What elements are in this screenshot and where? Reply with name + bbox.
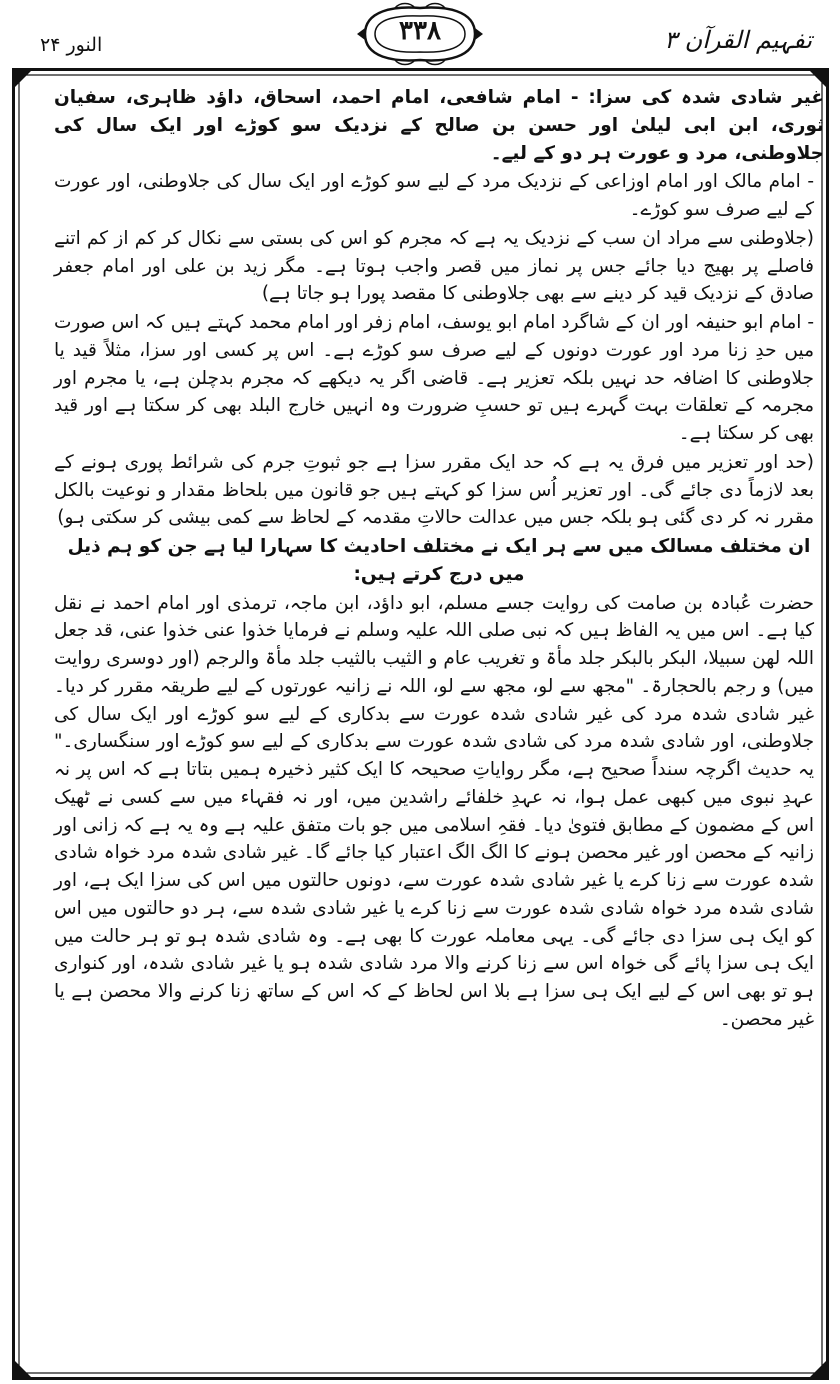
paragraph-hanafi-view: - امام ابو حنیفہ اور ان کے شاگرد امام ابو یوسف، امام زفر اور امام محمد کہتے ہیں کہ اس صورت میں حدِ زنا مرد اور عورت دونوں کے لیے صرف سو کوڑے ہے۔ اس پر کسی اور سزا، مثلاً قید یا جلاوطنی کا اضافہ حد نہیں بلکہ تعزیر ہے۔ قاضی اگر یہ دیکھے کہ مجرم بدچلن ہے، یا مجرم اور مجرمہ کے تعلقات بہت گہرے ہیں تو حسبِ ضرورت وہ انہیں خارج البلد بھی کر سکتا ہے اور قید بھی کر سکتا ہے۔ bbox=[54, 312, 814, 444]
paragraph-exile-definition: (جلاوطنی سے مراد ان سب کے نزدیک یہ ہے کہ مجرم کو اس کی بستی سے نکال کر کم از کم اتنے فاصلے پر بھیج دیا جائے جس پر نماز میں قصر واجب ہوتا ہے۔ مگر زید بن علی اور امام جعفر صادق کے نزدیک قید کر دینے سے بھی جلاوطنی کا مقصد پورا ہو جاتا ہے) bbox=[54, 227, 814, 305]
paragraph-unmarried-penalty: غیر شادی شدہ کی سزا: - امام شافعی، امام احمد، اسحاق، داؤد ظاہری، سفیان ثوری، ابن ابی لیلیٰ اور حسن بن صالح کے نزدیک سو کوڑے اور ایک سال کی جلاوطنی، مرد و عورت ہر دو کے لیے۔ bbox=[54, 87, 824, 164]
paragraph-malik-awzai: - امام مالک اور امام اوزاعی کے نزدیک مرد کے لیے سو کوڑے اور ایک سال کی جلاوطنی، اور عورت کے لیے صرف سو کوڑے۔ bbox=[54, 171, 814, 220]
page-body bbox=[54, 84, 824, 1374]
page-header bbox=[0, 0, 840, 72]
paragraph-intro-hadith: ان مختلف مسالک میں سے ہر ایک نے مختلف احادیث کا سہارا لیا ہے جن کو ہم ذیل میں درج کرتے ہیں: bbox=[67, 536, 811, 585]
page-number: ۳۳۸ bbox=[399, 16, 441, 46]
surah-reference: النور ۲۴ bbox=[40, 34, 103, 56]
paragraph-ubada-hadith: حضرت عُبادہ بن صامت کی روایت جسے مسلم، ابو داؤد، ابن ماجہ، ترمذی اور امام احمد نے نقل کیا ہے۔ اس میں یہ الفاظ ہیں کہ نبی صلی اللہ علیہ وسلم نے فرمایا خذوا عنی خذوا عنی، قد جعل اللہ لھن سبیلا، البکر بالبکر جلد مأۃ و تغریب عام و الثیب بالثیب جلد مأۃ والرجم (اور دوسری روایت میں) و رجم بالحجارۃ۔ "مجھ سے لو، مجھ سے لو، اللہ نے زانیہ عورتوں کے لیے طریقہ مقرر کر دیا۔ غیر شادی شدہ مرد کی غیر شادی شدہ عورت سے بدکاری کے لیے سو کوڑے اور ایک سال کی جلاوطنی، اور شادی شدہ مرد کی شادی شدہ عورت سے بدکاری کے لیے سو کوڑے اور سنگساری۔" یہ حدیث اگرچہ سنداً صحیح ہے، مگر روایاتِ صحیحہ کا ایک کثیر ذخیرہ ہمیں بتاتا ہے کہ اس پر نہ عہدِ نبوی میں کبھی عمل ہوا، نہ عہدِ خلفائے راشدین میں، اور نہ فقہاء میں سے کسی نے ٹھیک اس کے مضمون کے مطابق فتویٰ دیا۔ فقہِ اسلامی میں جو بات متفق علیہ ہے وہ یہ ہے کہ زانی اور زانیہ کے محصن اور غیر محصن ہونے کا الگ الگ اعتبار کیا جائے گا۔ غیر شادی شدہ مرد خواہ شادی شدہ عورت سے زنا کرے یا غیر شادی شدہ عورت سے، دونوں حالتوں میں اس کی سزا ایک ہے، اور شادی شدہ مرد خواہ شادی شدہ عورت سے زنا کرے یا غیر شادی شدہ سے، ہر دو حالتوں میں اس کو ایک ہی سزا دی جائے گی۔ یہی معاملہ عورت کا بھی ہے۔ وہ شادی شدہ ہو تو ہر حالت میں ایک ہی سزا پائے گی خواہ اس سے زنا کرنے والا مرد شادی شدہ ہو یا غیر شادی شدہ، اور کنواری ہو تو بھی اس کے لیے ایک ہی سزا ہے بلا اس لحاظ کے کہ اس کے ساتھ زنا کرنے والا محصن ہے یا غیر محصن۔ bbox=[54, 592, 814, 1030]
paragraph-hadd-tazir: (حد اور تعزیر میں فرق یہ ہے کہ حد ایک مقرر سزا ہے جو ثبوتِ جرم کی شرائط پوری ہونے کے بعد لازماً دی جائے گی۔ اور تعزیر اُس سزا کو کہتے ہیں جو قانون میں بلحاظ مقدار و نوعیت بالکل مقرر نہ کر دی گئی ہو بلکہ جس میں عدالت حالاتِ مقدمہ کے لحاظ سے کمی بیشی کر سکتی ہو) bbox=[54, 451, 814, 529]
book-title: تفہیم القرآن ۳ bbox=[664, 26, 812, 54]
